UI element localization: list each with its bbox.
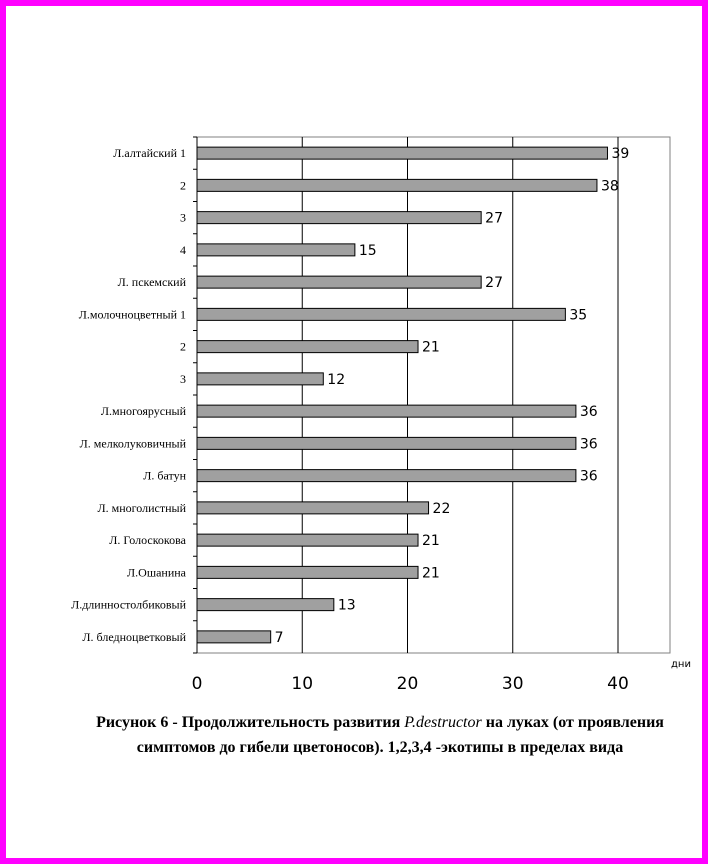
bar (197, 212, 481, 224)
bar (197, 631, 271, 643)
data-label: 21 (422, 533, 440, 550)
data-label: 21 (422, 339, 440, 356)
figure-caption (60, 710, 700, 760)
bar (197, 470, 576, 482)
bar (197, 179, 597, 191)
bar (197, 437, 576, 449)
category-label: 3 (180, 371, 186, 386)
category-label: Л. батун (143, 468, 186, 483)
data-label: 27 (485, 275, 504, 292)
data-label: 36 (579, 404, 598, 421)
data-label: 27 (485, 210, 504, 227)
category-label: Л. Голоскокова (109, 533, 186, 548)
caption-suffix: на луках (от проявления симптомов до гибели цветоносов). 1,2,3,4 -экотипы в пределах вида (136, 714, 664, 756)
x-axis-label: дни (671, 659, 691, 670)
x-tick-labels (192, 674, 629, 694)
data-label: 38 (600, 178, 619, 195)
bars (197, 147, 607, 643)
bar (197, 373, 323, 385)
bar (197, 341, 418, 353)
category-label: 2 (180, 339, 186, 354)
data-label: 7 (274, 629, 284, 646)
category-label: Л.алтайский 1 (113, 146, 186, 161)
data-label: 21 (422, 565, 440, 582)
bar (197, 308, 565, 320)
data-label: 13 (337, 597, 356, 614)
category-labels (71, 146, 187, 644)
data-label: 22 (432, 500, 451, 517)
category-label: Л.длинностолбиковый (71, 597, 186, 612)
category-label: 3 (180, 210, 186, 225)
x-tick-label: 0 (191, 674, 203, 694)
bar (197, 502, 429, 514)
category-label: Л. пскемский (117, 275, 186, 290)
data-label: 15 (358, 242, 377, 259)
bar (197, 599, 334, 611)
data-label: 39 (611, 146, 630, 163)
bar (197, 276, 481, 288)
x-tick-label: 20 (396, 674, 419, 694)
data-label: 35 (569, 307, 588, 324)
category-label: 4 (180, 242, 186, 257)
bar (197, 244, 355, 256)
category-label: 2 (180, 178, 186, 193)
data-label: 36 (579, 468, 598, 485)
category-label: Л.Ошанина (127, 565, 186, 580)
category-label: Л. бледноцветковый (82, 629, 186, 644)
bar (197, 405, 576, 417)
bar (197, 566, 418, 578)
x-tick-label: 40 (607, 674, 629, 694)
x-tick-label: 10 (291, 674, 314, 694)
category-label: Л.молочноцветный 1 (78, 307, 186, 322)
data-label: 36 (579, 436, 598, 453)
x-tick-label: 30 (501, 674, 524, 694)
bar (197, 534, 418, 546)
caption-prefix: Рисунок 6 - Продолжительность развития (96, 714, 405, 731)
data-label: 12 (327, 371, 346, 388)
caption-species: P.destructor (404, 714, 482, 731)
category-label: Л. мелколуковичный (79, 436, 186, 451)
category-label: Л.многоярусный (100, 404, 186, 419)
category-label: Л. многолистный (97, 500, 186, 515)
bar (197, 147, 607, 159)
